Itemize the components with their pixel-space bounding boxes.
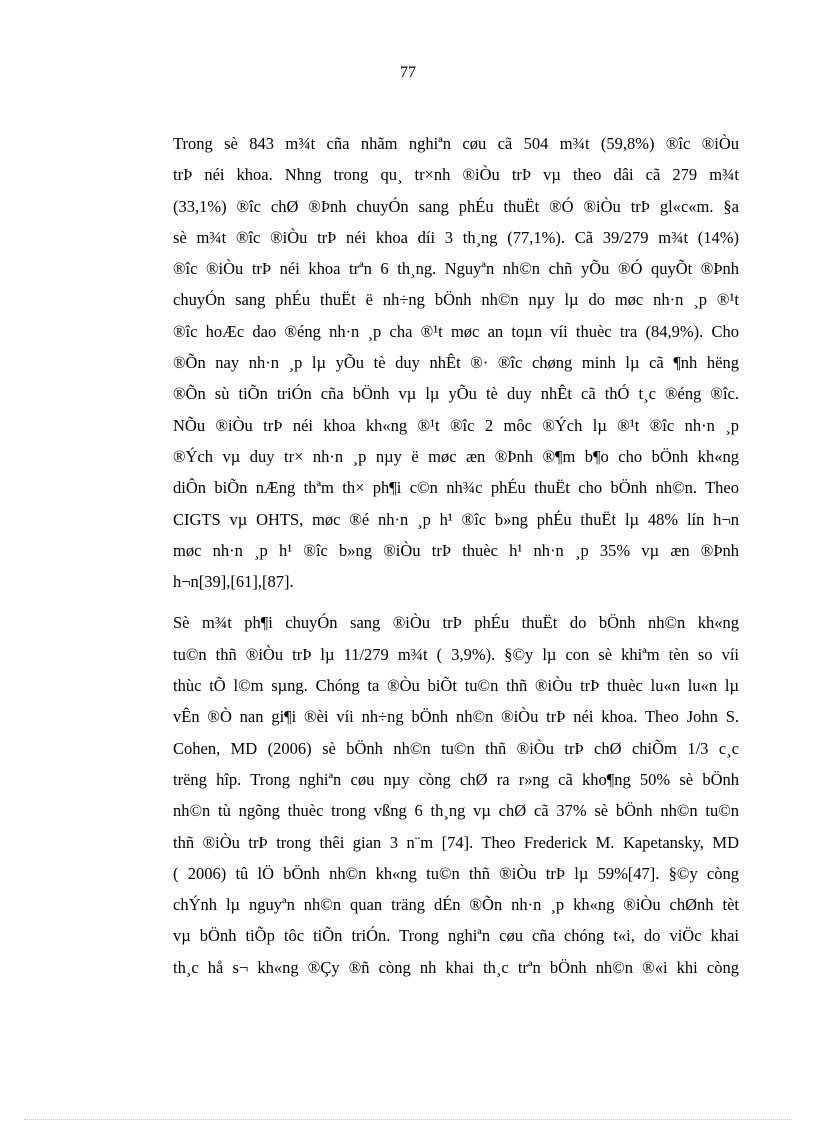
text-line: sè m¾t ®îc ®iÒu trÞ néi khoa díi 3 th¸ng (77,1%). Cã 39/279 m¾t (14%) (173, 227, 739, 247)
text-line: vµ bÖnh tiÕp tôc tiÕn triÓn. Trong nghiªn cøu cña chóng t«i, do viÖc khai (173, 926, 739, 946)
text-line: ( 2006) tû lÖ bÖnh nh©n kh«ng tu©n thñ ®iÒu trÞ lµ 59%[47]. §©y còng (173, 863, 739, 883)
body-text (135, 128, 739, 993)
text-line: ®Õn nay nh·n ¸p lµ yÕu tè duy nhÊt ®· ®îc chøng minh lµ cã ¶nh hëng (173, 353, 739, 373)
text-line: thñ ®iÒu trÞ trong thêi gian 3 n¨m [74]. Theo Frederick M. Kapetansky, MD (173, 832, 739, 852)
text-line: vÊn ®Ò nan gi¶i ®èi víi nh÷ng bÖnh nh©n ®iÒu trÞ néi khoa. Theo John S. (173, 707, 739, 727)
text-line: trëng hîp. Trong nghiªn cøu nµy còng chØ ra r»ng cã kho¶ng 50% sè bÖnh (173, 769, 739, 789)
text-line: (33,1%) ®îc chØ ®Þnh chuyÓn sang phÉu thuËt ®Ó ®iÒu trÞ gl«c«m. §a (173, 196, 739, 216)
text-line: nh©n tù ngõng thuèc trong vßng 6 th¸ng vµ chØ cã 37% sè bÖnh nh©n tu©n (173, 801, 739, 821)
text-line: ®îc hoÆc dao ®éng nh·n ¸p cha ®¹t møc an toµn víi thuèc tra (84,9%). Cho (173, 321, 739, 341)
text-line: chÝnh lµ nguyªn nh©n quan träng dÉn ®Õn nh·n ¸p kh«ng ®iÒu chØnh tèt (173, 895, 739, 915)
text-line: ®îc ®iÒu trÞ néi khoa trªn 6 th¸ng. Nguyªn nh©n chñ yÕu ®Ó quyÕt ®Þnh (173, 259, 739, 279)
text-line: ®Õn sù tiÕn triÓn cña bÖnh vµ lµ yÕu tè duy nhÊt cã thÓ t¸c ®éng ®îc. (173, 384, 739, 404)
text-line: diÔn biÕn nÆng thªm th× ph¶i c©n nh¾c phÉu thuËt cho bÖnh nh©n. Theo (173, 478, 739, 498)
text-line: h¬n[39],[61],[87]. (173, 572, 294, 592)
paragraph-1 (135, 128, 739, 597)
text-line: NÕu ®iÒu trÞ néi khoa kh«ng ®¹t ®îc 2 môc ®Ých lµ ®¹t ®îc nh·n ¸p (173, 415, 739, 435)
text-line: CIGTS vµ OHTS, møc ®é nh·n ¸p h¹ ®îc b»ng phÉu thuËt lµ 48% lín h¬n (173, 509, 739, 529)
page-number: 77 (400, 64, 416, 81)
paragraph-2 (135, 607, 739, 983)
text-line: thùc tÕ l©m sµng. Chóng ta ®Òu biÕt tu©n thñ ®iÒu trÞ thuèc lu«n lu«n lµ (173, 676, 739, 696)
text-line: chuyÓn sang phÉu thuËt ë nh÷ng bÖnh nh©n nµy lµ do møc nh·n ¸p ®¹t (173, 290, 739, 310)
footer-divider (24, 1119, 792, 1120)
text-line: Trong sè 843 m¾t cña nhãm nghiªn cøu cã 504 m¾t (59,8%) ®îc ®iÒu (173, 134, 739, 153)
text-line: tu©n thñ ®iÒu trÞ lµ 11/279 m¾t ( 3,9%). §©y lµ con sè khiªm tèn so víi (173, 644, 739, 664)
text-line: Cohen, MD (2006) sè bÖnh nh©n tu©n thñ ®iÒu trÞ chØ chiÕm 1/3 c¸c (173, 738, 739, 758)
text-line: th¸c hå s¬ kh«ng ®Çy ®ñ còng nh khai th¸c trªn bÖnh nh©n ®«i khi còng (173, 957, 739, 977)
text-line: ®Ých vµ duy tr× nh·n ¸p nµy ë møc æn ®Þnh ®¶m b¶o cho bÖnh kh«ng (173, 446, 739, 466)
text-line: Sè m¾t ph¶i chuyÓn sang ®iÒu trÞ phÉu thuËt do bÖnh nh©n kh«ng (173, 613, 739, 633)
text-line: møc nh·n ¸p h¹ ®îc b»ng ®iÒu trÞ thuèc h¹ nh·n ¸p 35% vµ æn ®Þnh (173, 540, 739, 560)
text-line: trÞ néi khoa. Nhng trong qu¸ tr×nh ®iÒu trÞ vµ theo dâi cã 279 m¾t (173, 165, 739, 185)
